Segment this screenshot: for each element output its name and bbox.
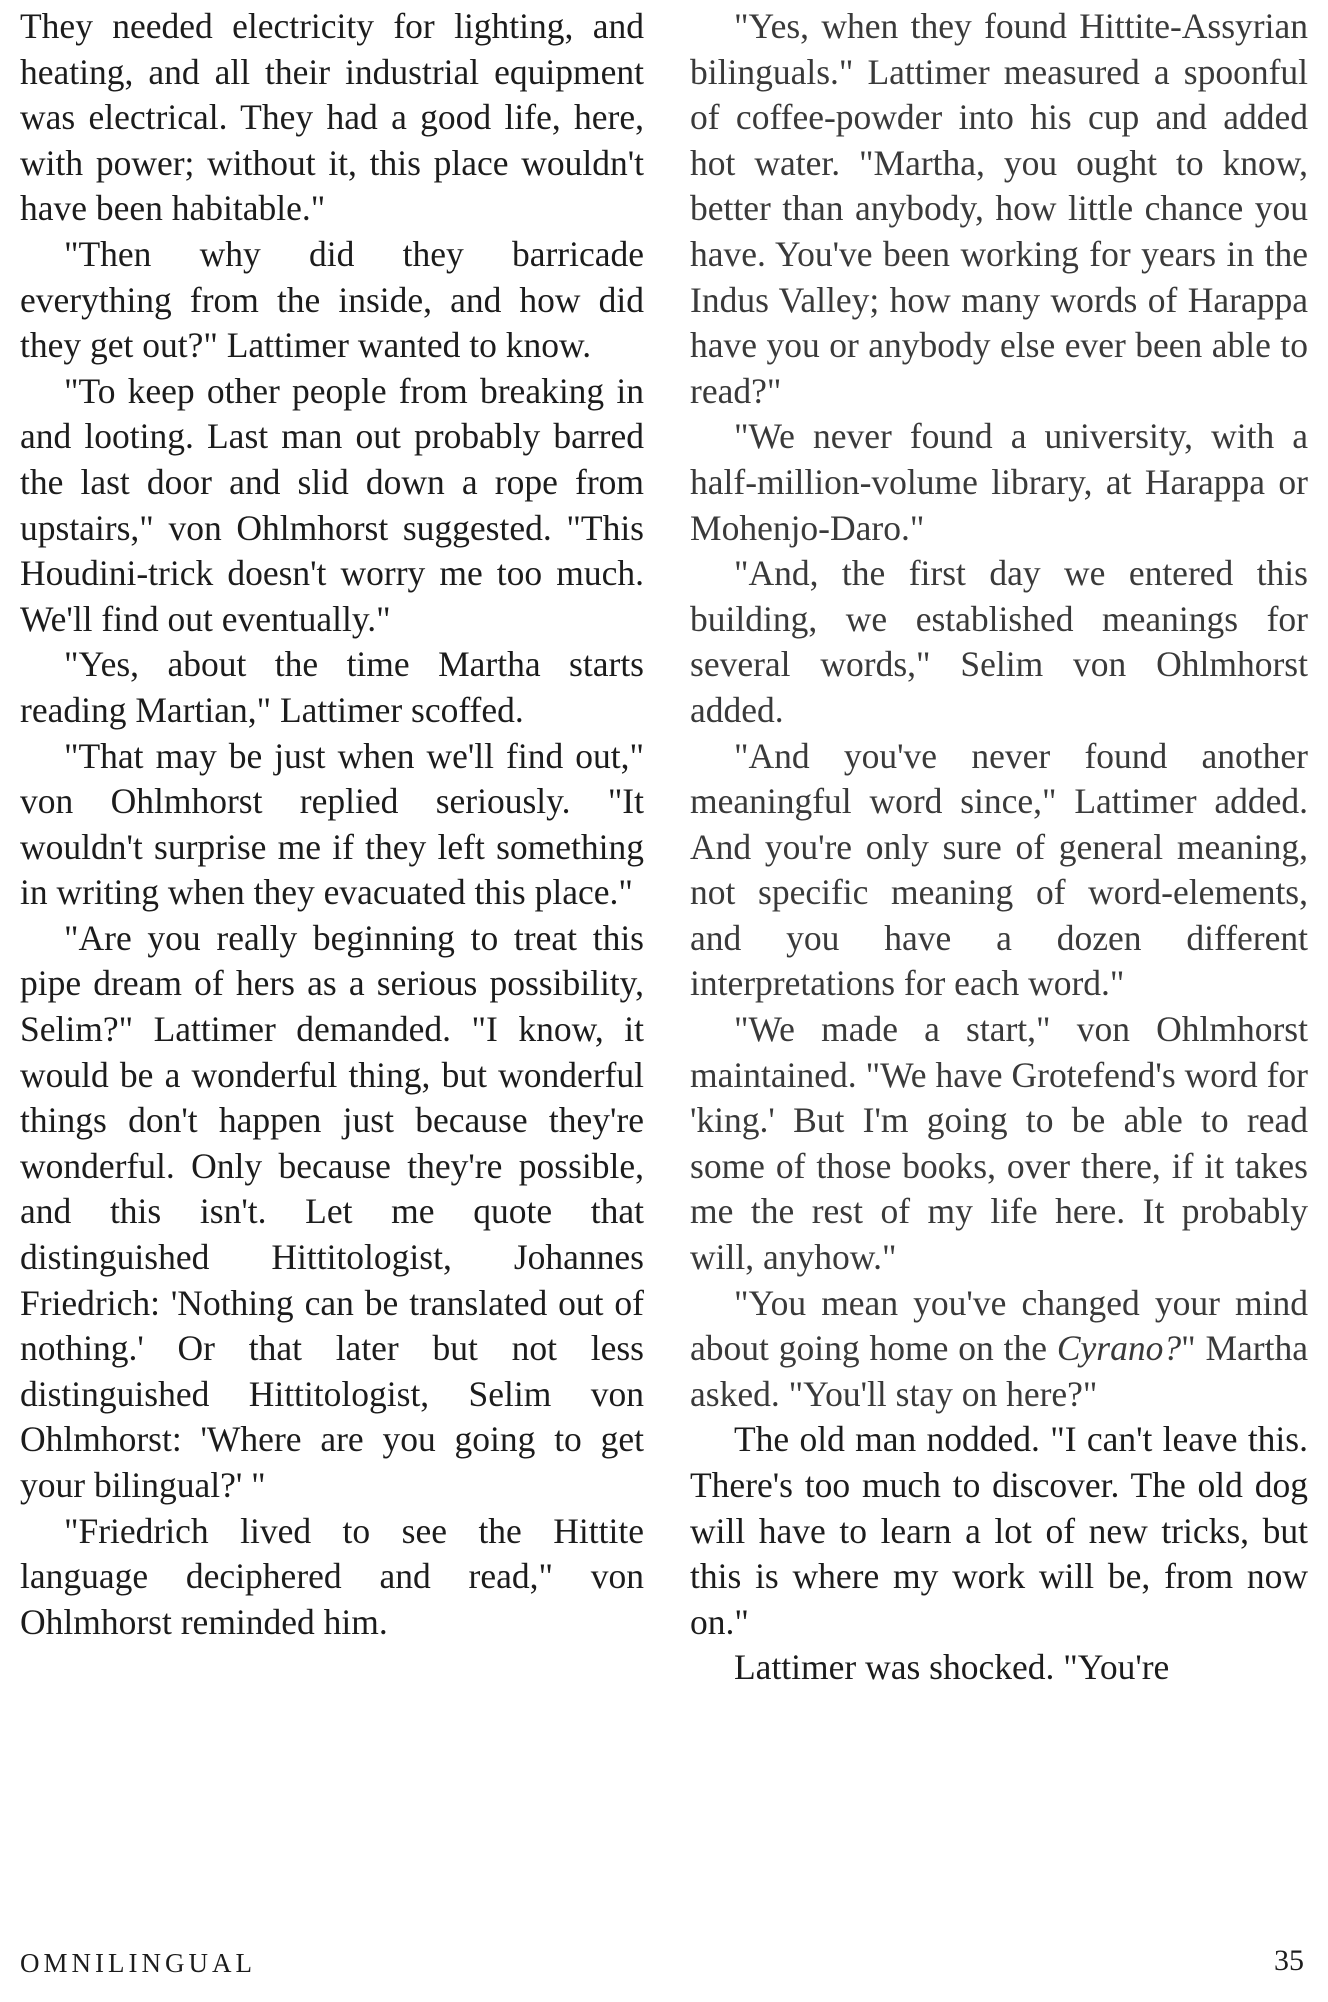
paragraph: They needed electricity for lighting, and heating, and all their industrial equipment was electrical. They had a good life, here, with power; without it, this place wouldn't have been habitable." [20, 6, 644, 229]
paragraph: "Yes, when they found Hittite-Assyrian bilinguals." Lattimer measured a spoonful of coffee-powder into his cup and added hot water. "Martha, you ought to know, better than anybody, how little chance you have. You've been working for years in the Indus Valley; how many words of Harappa have you or anybody else ever been able to read?" [690, 6, 1308, 411]
paragraph: "That may be just when we'll find out," von Ohlmhorst replied seriously. "It wouldn't surprise me if they left something in writing when they evacuated this place." [20, 735, 644, 913]
paragraph-text: "You mean you've changed your mind about going home on the [690, 1282, 1308, 1369]
paragraph: Lattimer was shocked. "You're [734, 1647, 1170, 1688]
paragraph: The old man nodded. "I can't leave this. There's too much to discover. The old dog will have to learn a lot of new tricks, but this is where my work will be, from now on." [690, 1419, 1308, 1642]
paragraph: "Are you really beginning to treat this pipe dream of hers as a serious possibility, Selim?" Lattimer demanded. "I know, it would be a wonderful thing, but wonderful things don't happen just because they're wonderful. Only because they're possible, and this isn't. Let me quote that distinguished Hittitologist, Johannes Friedrich: 'Nothing can be translated out of nothing.' Or that later but not less distinguished Hittitologist, Selim von Ohlmhorst: 'Where are you going to get your bilingual?' " [20, 917, 644, 1505]
page-number: 35 [1274, 1944, 1304, 1977]
left-text-column [20, 4, 644, 1645]
paragraph: "And you've never found another meaningful word since," Lattimer added. And you're only sure of general meaning, not specific meaning of word-elements, and you have a dozen different interpretations for each word." [690, 735, 1308, 1004]
paragraph [690, 1281, 1308, 1418]
paragraph: "And, the first day we entered this building, we established meanings for several words," Selim von Ohlmhorst added. [690, 553, 1308, 730]
running-title: OMNILINGUAL [20, 1948, 256, 1978]
ship-name: Cyrano? [1056, 1328, 1182, 1369]
paragraph: "Then why did they barricade everything from the inside, and how did they get out?" Lattimer wanted to know. [20, 233, 644, 366]
paragraph: "We made a start," von Ohlmhorst maintained. "We have Grotefend's word for 'king.' But I'm going to be able to read some of those books, over there, if it takes me the rest of my life here. It probably will, anyhow." [690, 1009, 1308, 1278]
paragraph: "Yes, about the time Martha starts reading Martian," Lattimer scoffed. [20, 644, 644, 730]
paragraph: "We never found a university, with a half-million-volume library, at Harappa or Mohenjo-Daro." [690, 416, 1308, 548]
right-text-column [690, 4, 1308, 1691]
paragraph-text: " Martha asked. "You'll stay on here?" [690, 1328, 1308, 1414]
paragraph: "To keep other people from breaking in and looting. Last man out probably barred the last door and slid down a rope from upstairs," von Ohlmhorst suggested. "This Houdini-trick doesn't worry me too much. We'll find out eventually." [20, 370, 644, 639]
paragraph: "Friedrich lived to see the Hittite language deciphered and read," von Ohlmhorst reminded him. [20, 1510, 644, 1642]
